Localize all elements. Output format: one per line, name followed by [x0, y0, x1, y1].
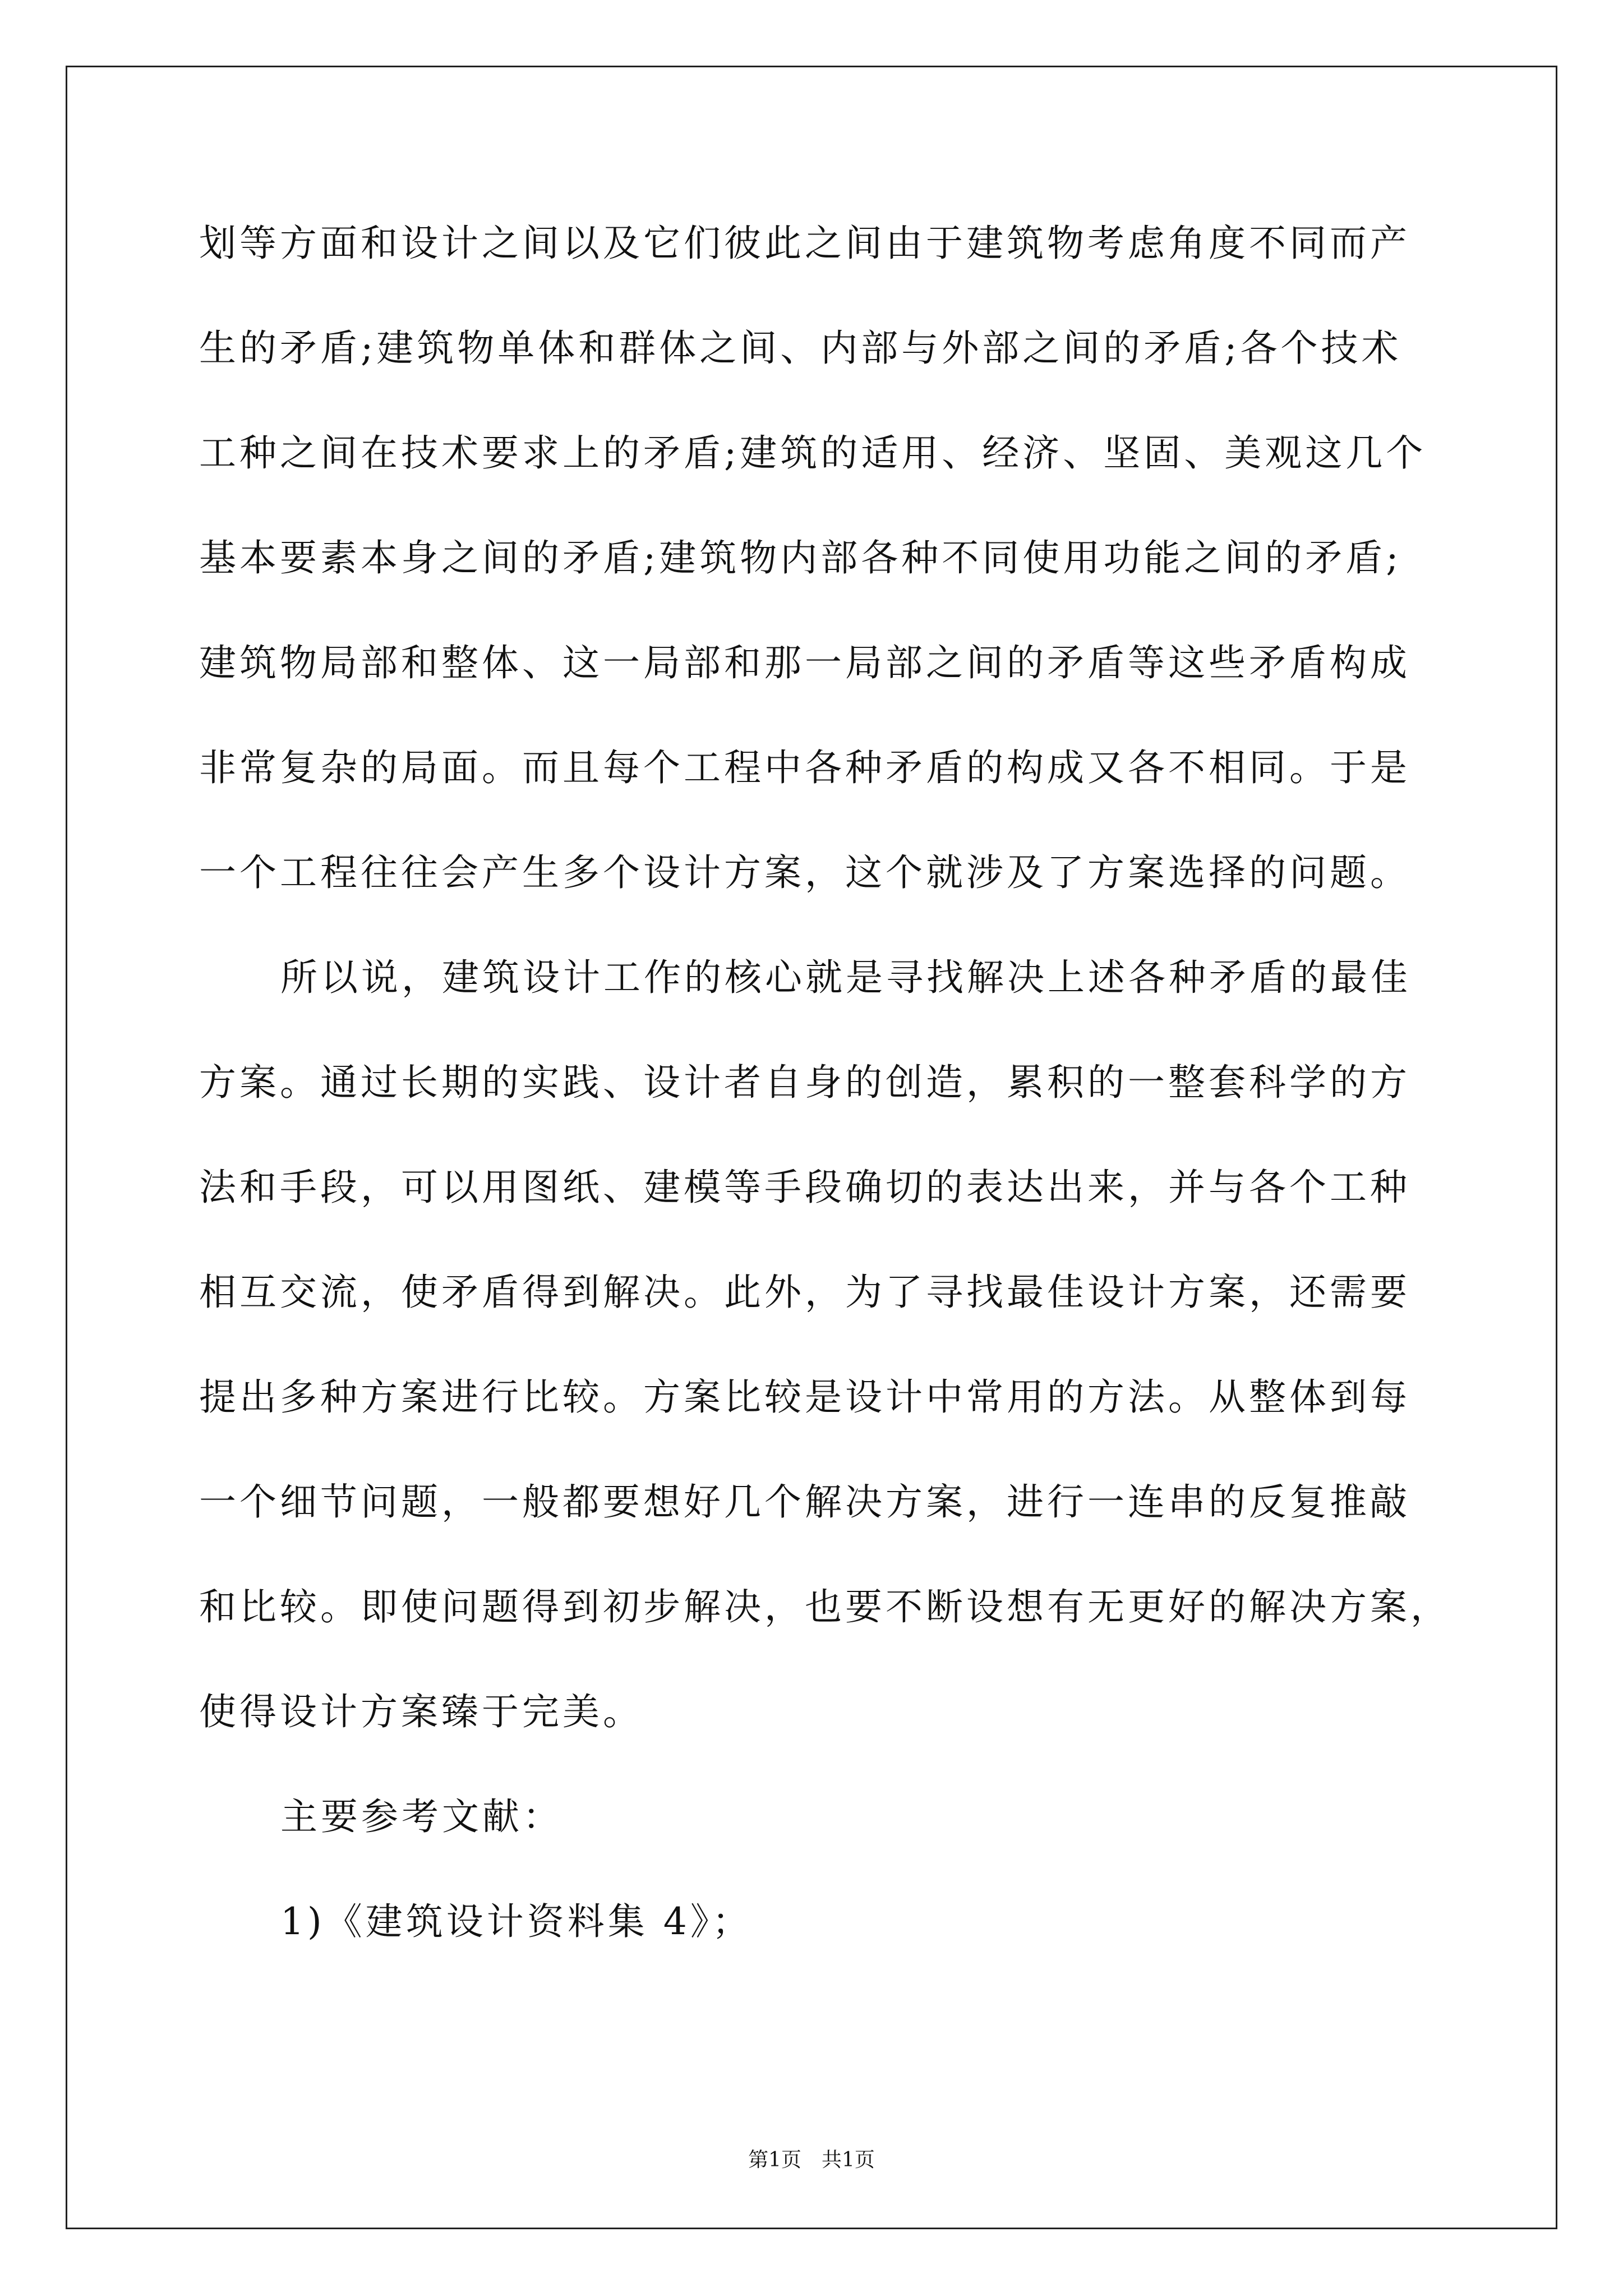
text-line: 划等方面和设计之间以及它们彼此之间由于建筑物考虑角度不同而产 — [199, 222, 1410, 265]
text-line: 非常复杂的局面。而且每个工程中各种矛盾的构成又各不相同。于是 — [199, 746, 1410, 789]
text-line: 使得设计方案臻于完美。 — [199, 1690, 643, 1733]
text-line: 工种之间在技术要求上的矛盾;建筑的适用、经济、坚固、美观这几个 — [199, 431, 1427, 475]
text-line: 和比较。即使问题得到初步解决，也要不断设想有无更好的解决方案， — [199, 1585, 1451, 1628]
references-heading: 主要参考文献： — [280, 1795, 563, 1838]
text-line: 生的矛盾;建筑物单体和群体之间、内部与外部之间的矛盾;各个技术 — [199, 326, 1402, 370]
text-line: 相互交流，使矛盾得到解决。此外，为了寻找最佳设计方案，还需要 — [199, 1271, 1410, 1314]
page-footer: 第1页 共1页 — [748, 2148, 875, 2171]
text-line: 方案。通过长期的实践、设计者自身的创造，累积的一整套科学的方 — [199, 1061, 1410, 1104]
text-line: 一个工程往往会产生多个设计方案，这个就涉及了方案选择的问题。 — [199, 851, 1410, 894]
document-body — [199, 213, 1455, 1996]
text-line: 提出多种方案进行比较。方案比较是设计中常用的方法。从整体到每 — [199, 1375, 1410, 1419]
reference-item: 1)《建筑设计资料集 4》； — [280, 1900, 753, 1943]
paragraph-start-line: 所以说，建筑设计工作的核心就是寻找解决上述各种矛盾的最佳 — [280, 956, 1411, 999]
text-line: 建筑物局部和整体、这一局部和那一局部之间的矛盾等这些矛盾构成 — [199, 641, 1410, 684]
text-line: 基本要素本身之间的矛盾;建筑物内部各种不同使用功能之间的矛盾; — [199, 536, 1402, 579]
text-line: 一个细节问题，一般都要想好几个解决方案，进行一连串的反复推敲 — [199, 1480, 1410, 1524]
text-line: 法和手段，可以用图纸、建模等手段确切的表达出来，并与各个工种 — [199, 1166, 1410, 1209]
